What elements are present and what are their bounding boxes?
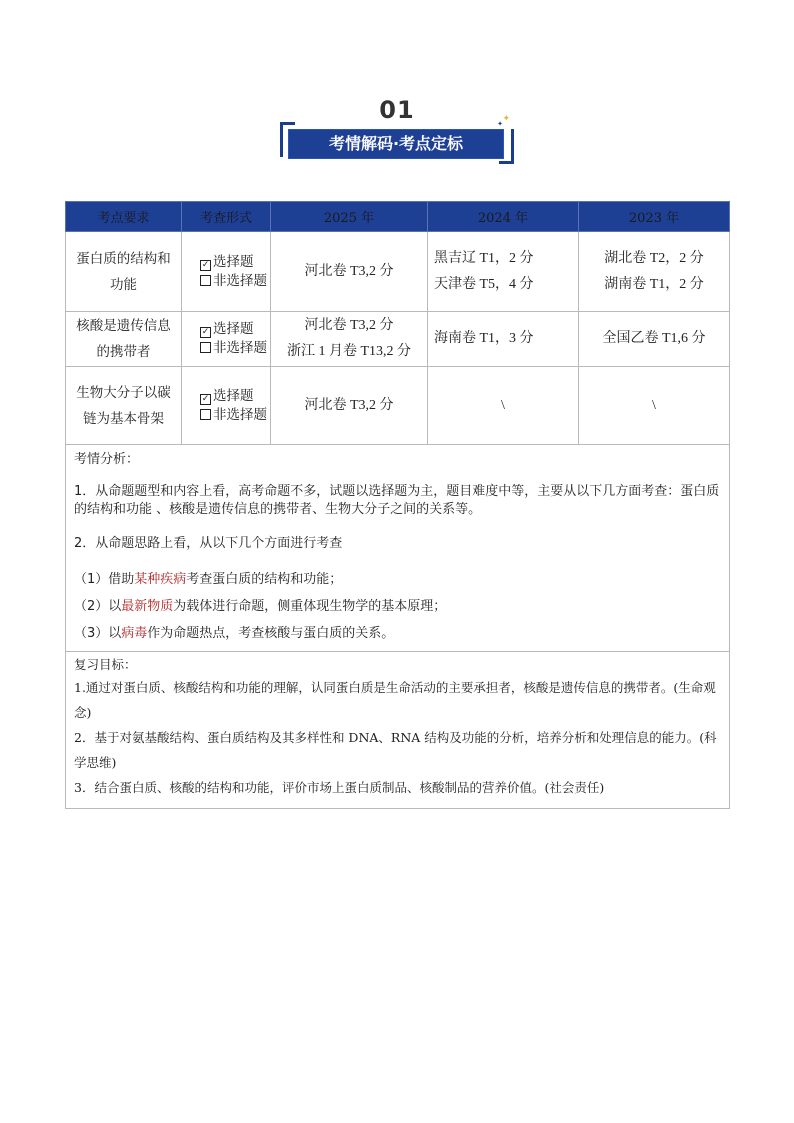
checkbox-checked-icon: ✓ (201, 259, 210, 270)
analysis-paragraph: 2．从命题思路上看，从以下几个方面进行考查 (74, 536, 343, 551)
option-nonchoice: 非选择题 (186, 406, 266, 425)
analysis-item: （3）以病毒作为命题热点，考查核酸与蛋白质的关系。 (74, 626, 395, 641)
year-2025-cell: 河北卷 T3,2 分 (271, 232, 428, 312)
topic-cell: 生物大分子以碳链为基本骨架 (66, 367, 182, 445)
analysis-paragraph: 1．从命题题型和内容上看，高考命题不多，试题以选择题为主，题目难度中等，主要从以下几方面考查：蛋白质的结构和功能 、核酸是遗传信息的携带者、生物大分子之间的关系等。 (74, 484, 720, 517)
table-row (66, 312, 730, 367)
year-2023-cell: \ (579, 367, 730, 445)
option-choice: ✓ 选择题 (201, 387, 254, 404)
year-2025-cell: 河北卷 T3,2 分 浙江 1 月卷 T13,2 分 (271, 312, 428, 367)
analysis-title: 考情分析： (74, 452, 140, 467)
section-number: 01 (379, 96, 415, 124)
header-2024: 2024 年 (428, 202, 579, 232)
analysis-item: （1）借助某种疾病考查蛋白质的结构和功能； (74, 572, 343, 587)
year-2025-cell: 河北卷 T3,2 分 (271, 367, 428, 445)
analysis-cell (66, 445, 730, 652)
analysis-row (66, 445, 730, 652)
section-title: 考情解码·考点定标 (288, 129, 504, 159)
year-2024-cell: 海南卷 T1，3 分 (428, 312, 579, 367)
topic-cell: 蛋白质的结构和功能 (66, 232, 182, 312)
analysis-item: （2）以最新物质为载体进行命题，侧重体现生物学的基本原理； (74, 599, 447, 614)
header-2025: 2025 年 (271, 202, 428, 232)
checkbox-empty-icon (200, 342, 211, 353)
checkbox-checked-icon: ✓ (201, 393, 210, 404)
table-header-row (66, 202, 730, 232)
year-2023-cell: 全国乙卷 T1,6 分 (579, 312, 730, 367)
header-2023: 2023 年 (579, 202, 730, 232)
option-nonchoice: 非选择题 (186, 339, 266, 358)
review-title: 复习目标： (74, 657, 137, 672)
checkbox-checked-icon: ✓ (201, 327, 210, 337)
review-goal: 2．基于对氨基酸结构、蛋白质结构及其多样性和 DNA、RNA 结构及功能的分析，培养分析和处理信息的能力。(科学思维) (74, 730, 717, 770)
form-cell (182, 232, 271, 312)
review-cell (66, 652, 730, 809)
header-form: 考查形式 (182, 202, 271, 232)
form-cell (182, 367, 271, 445)
option-nonchoice: 非选择题 (186, 272, 266, 291)
table-row (66, 367, 730, 445)
year-2023-cell: 湖北卷 T2，2 分 湖南卷 T1，2 分 (579, 232, 730, 312)
checkbox-empty-icon (200, 409, 211, 420)
review-row (66, 652, 730, 809)
sparkle-icon: ✦ (502, 114, 510, 124)
option-choice: ✓ 选择题 (201, 253, 254, 270)
exam-table (65, 201, 730, 809)
year-2024-cell: 黑吉辽 T1，2 分 天津卷 T5，4 分 (428, 232, 579, 312)
header-topic: 考点要求 (66, 202, 182, 232)
option-choice: ✓ 选择题 (201, 321, 254, 337)
sparkle-icon: ✦ (497, 120, 503, 128)
form-cell (182, 312, 271, 367)
review-goal: 1.通过对蛋白质、核酸结构和功能的理解，认同蛋白质是生命活动的主要承担者，核酸是遗传信息的携带者。(生命观念) (74, 680, 716, 720)
section-banner (280, 114, 514, 164)
checkbox-empty-icon (200, 275, 211, 286)
review-goal: 3．结合蛋白质、核酸的结构和功能，评价市场上蛋白质制品、核酸制品的营养价值。(社会责任) (74, 780, 605, 795)
topic-cell: 核酸是遗传信息的携带者 (66, 312, 182, 367)
year-2024-cell: \ (428, 367, 579, 445)
table-row (66, 232, 730, 312)
